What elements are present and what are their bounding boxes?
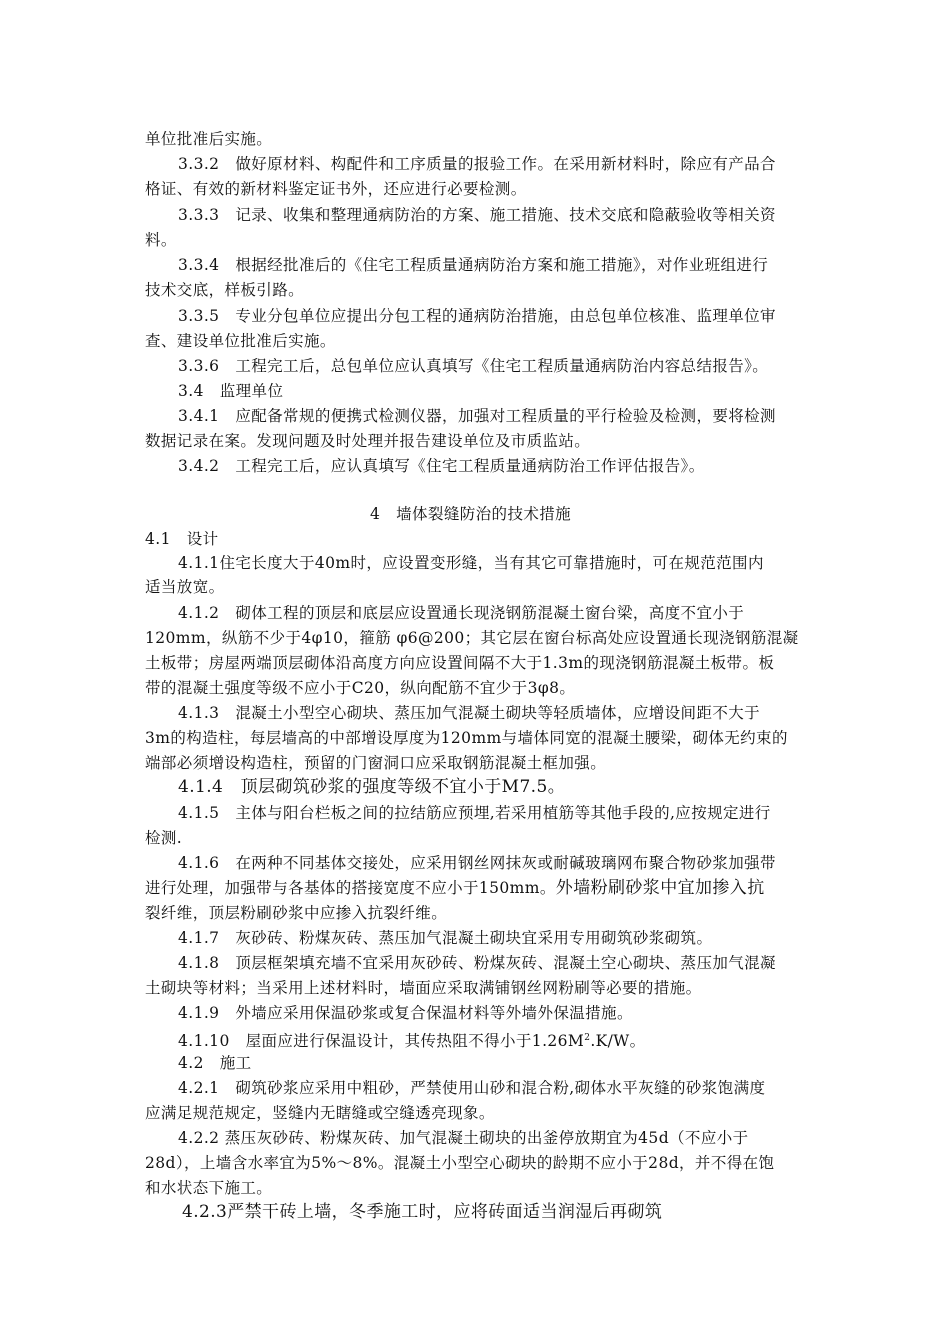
- text-line: [145, 876, 765, 900]
- text-line: 技术交底，样板引路。: [145, 281, 305, 299]
- text-line: 土板带；房屋两端顶层砌体沿高度方向应设置间隔不大于1.3m的现浇钢筋混凝土板带。板: [145, 654, 775, 672]
- text-line: 3m的构造柱，每层墙高的中部增设厚度为120mm与墙体同宽的混凝土腰梁，砌体无约束的: [145, 729, 788, 747]
- text-line: 单位批准后实施。: [145, 130, 273, 148]
- text-line: 3.3.4 根据经批准后的《住宅工程质量通病防治方案和施工措施》，对作业班组进行: [178, 256, 769, 274]
- text-line: 3.4.2 工程完工后，应认真填写《住宅工程质量通病防治工作评估报告》。: [178, 457, 705, 475]
- text-line: 4.2.1 砌筑砂浆应采用中粗砂，严禁使用山砂和混合粉,砌体水平灰缝的砂浆饱满度: [178, 1079, 766, 1097]
- text-line: 120mm，纵筋不少于4φ10，箍筋 φ6@200；其它层在窗台标高处应设置通长现浇钢筋混凝: [145, 629, 799, 647]
- section-heading: 4.1 设计: [145, 530, 219, 548]
- text-line: 3.3.3 记录、收集和整理通病防治的方案、施工措施、技术交底和隐蔽验收等相关资: [178, 206, 776, 224]
- text-line: 格证、有效的新材料鉴定证书外，还应进行必要检测。: [145, 180, 527, 198]
- text-segment: .K/W。: [590, 1032, 646, 1050]
- section-heading: 4.2 施工: [178, 1054, 252, 1072]
- text-line: 3.4.1 应配备常规的便携式检测仪器，加强对工程质量的平行检验及检测，要将检测: [178, 407, 776, 425]
- text-line: 4.1.7 灰砂砖、粉煤灰砖、蒸压加气混凝土砌块宜采用专用砌筑砂浆砌筑。: [178, 929, 713, 947]
- text-line: 适当放宽。: [145, 578, 225, 596]
- text-line: 4.2.2 蒸压灰砂砖、粉煤灰砖、加气混凝土砌块的出釜停放期宜为45d（不应小于: [178, 1129, 749, 1147]
- text-line: 应满足规范规定，竖缝内无瞎缝或空缝透亮现象。: [145, 1104, 495, 1122]
- text-line: 4.1.4 顶层砌筑砂浆的强度等级不宜小于M7.5。: [178, 777, 566, 797]
- text-line: 数据记录在案。发现问题及时处理并报告建设单位及市质监站。: [145, 432, 591, 450]
- text-segment: 进行处理，加强带与各基体的搭接宽度不应小于150mm。: [145, 879, 556, 897]
- section-heading: 3.4 监理单位: [178, 382, 284, 400]
- text-segment: 外墙粉刷砂浆中宜加掺入抗: [555, 878, 765, 898]
- text-line: 4.2.3严禁干砖上墙，冬季施工时，应将砖面适当润湿后再砌筑: [182, 1202, 663, 1222]
- text-line: 4.1.9 外墙应采用保温砂浆或复合保温材料等外墙外保温措施。: [178, 1004, 633, 1022]
- text-line: 4.1.2 砌体工程的顶层和底层应设置通长现浇钢筋混凝土窗台梁，高度不宜小于: [178, 604, 745, 622]
- text-segment: 4.1.10 屋面应进行保温设计，其传热阻不得小于1.26M: [178, 1032, 585, 1050]
- superscript: 2: [584, 1033, 591, 1043]
- text-line: 查、建设单位批准后实施。: [145, 332, 336, 350]
- text-line: 土砌块等材料；当采用上述材料时，墙面应采取满铺钢丝网粉刷等必要的措施。: [145, 979, 702, 997]
- text-line: 带的混凝土强度等级不应小于C20，纵向配筋不宜少于3φ8。: [145, 679, 576, 697]
- text-line: 4.1.5 主体与阳台栏板之间的拉结筋应预埋,若采用植筋等其他手段的,应按规定进行: [178, 804, 771, 822]
- text-line: 3.3.2 做好原材料、构配件和工序质量的报验工作。在采用新材料时，除应有产品合: [178, 155, 776, 173]
- text-line: 4.1.1住宅长度大于40m时，应设置变形缝，当有其它可靠措施时，可在规范范围内: [178, 554, 764, 572]
- text-line: 检测.: [145, 829, 183, 847]
- text-line: 3.3.6 工程完工后，总包单位应认真填写《住宅工程质量通病防治内容总结报告》。: [178, 357, 769, 375]
- text-line: 28d），上墙含水率宜为5%～8%。混凝土小型空心砌块的龄期不应小于28d，并不得在饱: [145, 1154, 775, 1172]
- text-line: 端部必须增设构造柱，预留的门窗洞口应采取钢筋混凝土框加强。: [145, 754, 607, 772]
- text-line: 和水状态下施工。: [145, 1179, 273, 1197]
- text-line: 3.3.5 专业分包单位应提出分包工程的通病防治措施，由总包单位核准、监理单位审: [178, 307, 776, 325]
- text-line: 裂纤维，顶层粉刷砂浆中应掺入抗裂纤维。: [145, 904, 448, 922]
- text-line: 4.1.6 在两种不同基体交接处，应采用钢丝网抹灰或耐碱玻璃网布聚合物砂浆加强带: [178, 854, 776, 872]
- text-line: 4.1.3 混凝土小型空心砌块、蒸压加气混凝土砌块等轻质墙体，应增设间距不大于: [178, 704, 761, 722]
- text-line: [178, 1026, 646, 1053]
- text-line: 4.1.8 顶层框架填充墙不宜采用灰砂砖、粉煤灰砖、混凝土空心砌块、蒸压加气混凝: [178, 954, 776, 972]
- chapter-title: 4 墙体裂缝防治的技术措施: [370, 505, 572, 523]
- text-line: 料。: [145, 231, 177, 249]
